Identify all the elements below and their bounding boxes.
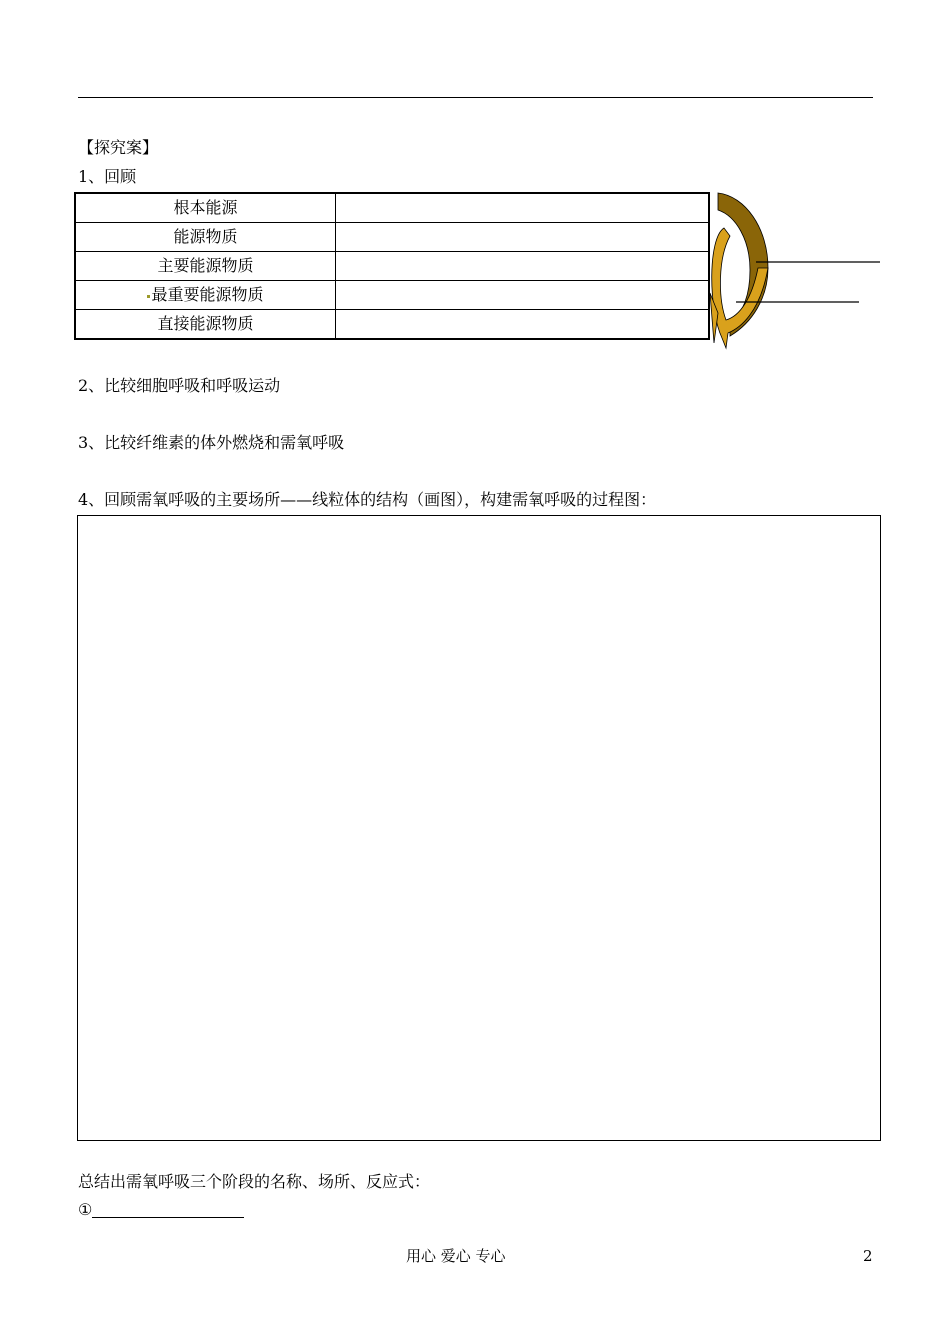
row-label: 直接能源物质 (75, 310, 336, 340)
row-label: 最重要能源物质 (151, 285, 264, 304)
answer-cell[interactable] (336, 281, 710, 310)
answer-line-1 (78, 1200, 244, 1220)
question-3: 3、比较纤维素的体外燃烧和需氧呼吸 (78, 433, 345, 452)
drawing-area[interactable] (77, 515, 881, 1141)
answer-cell[interactable] (336, 223, 710, 252)
row-label: 主要能源物质 (75, 252, 336, 281)
table-row (75, 223, 709, 252)
question-1-label: 1、回顾 (78, 167, 137, 186)
blank-line[interactable] (92, 1201, 244, 1218)
summary-prompt: 总结出需氧呼吸三个阶段的名称、场所、反应式： (78, 1172, 431, 1191)
header-rule (78, 97, 873, 98)
answer-cell[interactable] (336, 193, 710, 223)
circled-number: ① (78, 1200, 93, 1219)
row-label: 能源物质 (75, 223, 336, 252)
table-row (75, 310, 709, 340)
row-label-cell (75, 281, 336, 310)
recall-table (74, 192, 710, 340)
row-label: 根本能源 (75, 193, 336, 223)
answer-cell[interactable] (336, 310, 710, 340)
table-row (75, 281, 709, 310)
table-row (75, 193, 709, 223)
section-title: 【探究案】 (78, 138, 159, 157)
answer-cell[interactable] (336, 252, 710, 281)
footer-motto: 用心 爱心 专心 (406, 1247, 506, 1265)
table-row (75, 252, 709, 281)
question-2: 2、比较细胞呼吸和呼吸运动 (78, 376, 281, 395)
question-4: 4、回顾需氧呼吸的主要场所——线粒体的结构（画图），构建需氧呼吸的过程图： (78, 490, 657, 509)
page-number: 2 (863, 1247, 873, 1265)
curved-arrows-graphic (700, 188, 890, 354)
